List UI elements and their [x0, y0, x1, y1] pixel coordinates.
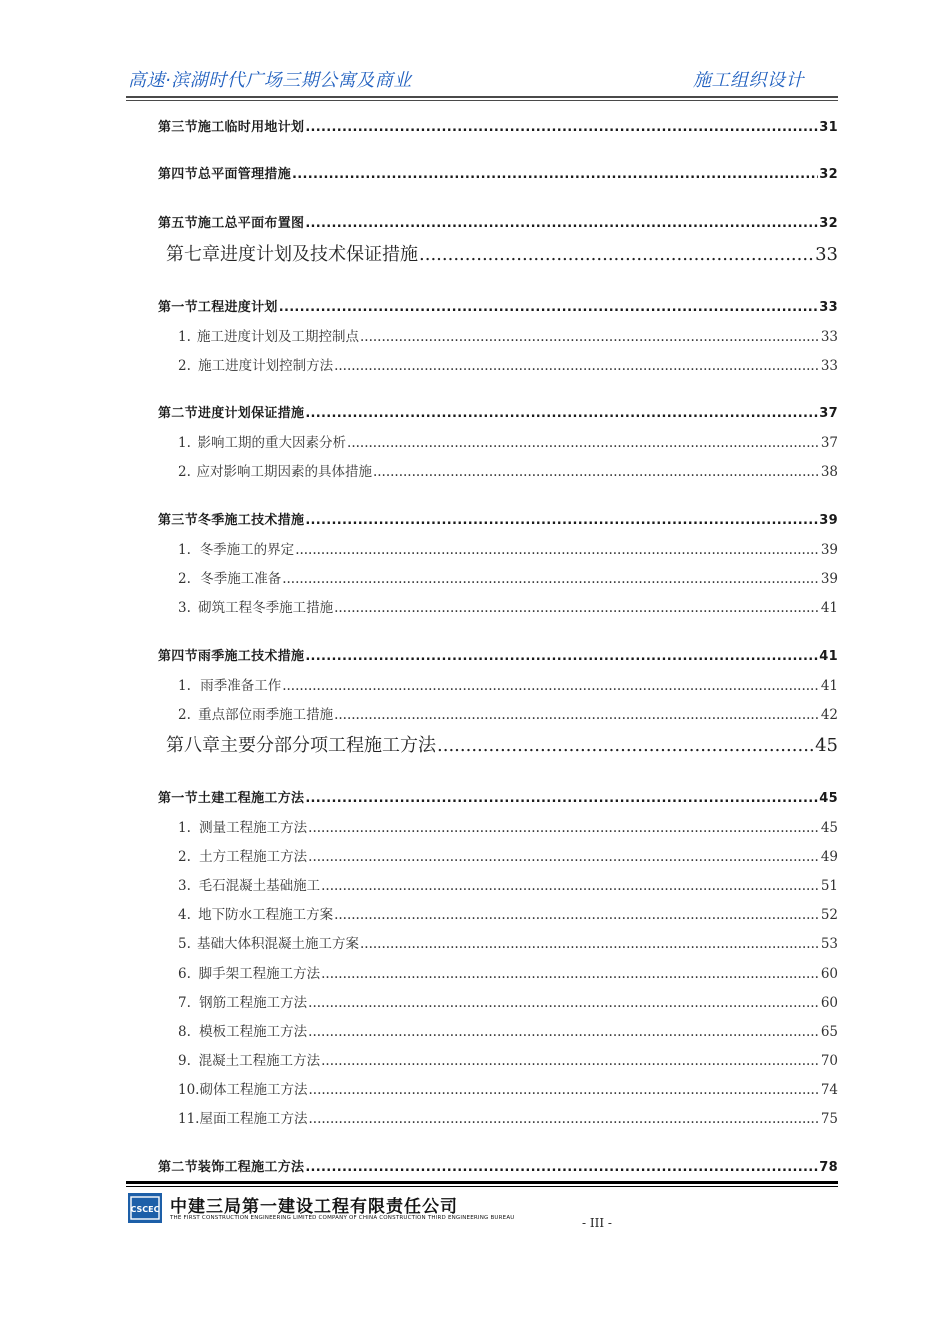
- company-name-cn: 中建三局第一建设工程有限责任公司: [170, 1197, 458, 1217]
- dot-leader: [282, 678, 820, 694]
- toc-entry-page: 41: [820, 678, 838, 694]
- toc-entry-number: 5.: [178, 936, 191, 952]
- toc-entry-number: 2.: [178, 849, 191, 865]
- toc-entry-title: 施工临时用地计划: [197, 120, 305, 135]
- toc-entry-title: 施工进度计划及工期控制点: [197, 329, 360, 345]
- toc-item-row[interactable]: [158, 674, 838, 694]
- toc-item-row[interactable]: [158, 703, 838, 723]
- toc-entry-page: 37: [819, 406, 838, 421]
- toc-entry-title: 雨季准备工作: [200, 678, 282, 694]
- toc-entry-title: 钢筋工程施工方法: [199, 995, 308, 1011]
- dot-leader: [437, 735, 814, 756]
- toc-entry-number: 第二节: [158, 1160, 198, 1175]
- toc-entry-page: 45: [819, 791, 838, 806]
- toc-section-row[interactable]: [158, 116, 838, 135]
- toc-item-row[interactable]: [158, 431, 838, 451]
- toc-entry-number: 3.: [178, 878, 191, 894]
- toc-entry-page: 51: [820, 878, 838, 894]
- toc-entry-number: 8.: [178, 1024, 191, 1040]
- toc-item-row[interactable]: [158, 538, 838, 558]
- toc-section-row[interactable]: [158, 163, 838, 182]
- page-header: [126, 66, 838, 94]
- dot-leader: [305, 1160, 818, 1175]
- toc-entry-number: 第五节: [158, 216, 198, 231]
- toc-entry-number: 第八章: [166, 735, 220, 756]
- dot-leader: [308, 1024, 820, 1040]
- logo-lettering: CSCEC: [130, 1205, 160, 1214]
- toc-entry-number: 第三节: [158, 120, 198, 135]
- toc-entry-number: 1.: [178, 678, 191, 694]
- toc-entry-title: 砌体工程施工方法: [199, 1082, 308, 1098]
- document-type: 施工组织设计: [693, 70, 804, 91]
- toc-entry-title: 土方工程施工方法: [199, 849, 308, 865]
- dot-leader: [308, 820, 820, 836]
- dot-leader: [308, 849, 820, 865]
- dot-leader: [308, 1082, 819, 1098]
- toc-entry-title: 毛石混凝土基础施工: [198, 878, 321, 894]
- toc-item-row[interactable]: [158, 460, 838, 480]
- page-number: - III -: [582, 1216, 612, 1230]
- dot-leader: [308, 1111, 819, 1127]
- toc-entry-number: 1.: [178, 820, 191, 836]
- toc-entry-page: 60: [820, 995, 838, 1011]
- toc-entry-title: 测量工程施工方法: [199, 820, 308, 836]
- toc-entry-page: 33: [820, 358, 838, 374]
- toc-entry-page: 32: [819, 167, 838, 182]
- toc-entry-number: 9.: [178, 1053, 191, 1069]
- toc-entry-number: 6.: [178, 966, 191, 982]
- dot-leader: [305, 120, 818, 135]
- toc-entry-page: 41: [819, 649, 838, 664]
- toc-entry-title: 工程进度计划: [197, 300, 278, 315]
- toc-entry-title: 进度计划保证措施: [197, 406, 305, 421]
- toc-entry-title: 进度计划及技术保证措施: [220, 244, 418, 265]
- toc-entry-number: 第一节: [158, 791, 198, 806]
- toc-entry-title: 施工进度计划控制方法: [198, 358, 334, 374]
- dot-leader: [334, 600, 820, 616]
- toc-entry-title: 冬季施工的界定: [199, 542, 295, 558]
- toc-entry-page: 38: [820, 464, 838, 480]
- toc-entry-title: 应对影响工期因素的具体措施: [196, 464, 372, 480]
- toc-chapter-row[interactable]: [158, 731, 838, 757]
- toc-entry-title: 总平面管理措施: [197, 167, 292, 182]
- toc-entry-number: 1.: [178, 329, 191, 345]
- project-title: 高速·滨湖时代广场三期公寓及商业: [128, 70, 412, 91]
- toc-entry-page: 32: [819, 216, 838, 231]
- toc-item-row[interactable]: [158, 874, 838, 894]
- toc-entry-number: 7.: [178, 995, 191, 1011]
- toc-entry-page: 33: [815, 244, 838, 265]
- dot-leader: [373, 464, 820, 480]
- toc-entry-title: 影响工期的重大因素分析: [197, 435, 347, 451]
- toc-section-row[interactable]: [158, 645, 838, 664]
- toc-entry-number: 2.: [178, 707, 191, 723]
- toc-item-row[interactable]: [158, 845, 838, 865]
- toc-entry-number: 第一节: [158, 300, 198, 315]
- dot-leader: [305, 791, 818, 806]
- toc-item-row[interactable]: [158, 1078, 838, 1098]
- toc-item-row[interactable]: [158, 1020, 838, 1040]
- toc-section-row[interactable]: [158, 296, 838, 315]
- toc-entry-number: 11.: [178, 1111, 200, 1127]
- toc-entry-number: 第四节: [158, 167, 198, 182]
- dot-leader: [347, 435, 820, 451]
- toc-entry-page: 52: [820, 907, 838, 923]
- dot-leader: [334, 907, 820, 923]
- toc-entry-number: 2.: [178, 358, 191, 374]
- company-logo: [128, 1193, 162, 1223]
- dot-leader: [305, 513, 818, 528]
- company-name-en: THE FIRST CONSTRUCTION ENGINEERING LIMITED COMPANY OF CHINA CONSTRUCTION THIRD ENGINEERING BUREAU: [170, 1215, 515, 1221]
- toc-entry-number: 第二节: [158, 406, 198, 421]
- header-rule: [126, 96, 838, 98]
- dot-leader: [334, 358, 820, 374]
- dot-leader: [360, 329, 820, 345]
- toc-entry-page: 39: [820, 571, 838, 587]
- toc-entry-page: 65: [820, 1024, 838, 1040]
- toc-entry-page: 78: [819, 1160, 838, 1175]
- toc-item-row[interactable]: [158, 567, 838, 587]
- toc-entry-title: 装饰工程施工方法: [197, 1160, 305, 1175]
- toc-item-row[interactable]: [158, 596, 838, 616]
- toc-chapter-row[interactable]: [158, 240, 838, 266]
- toc-entry-title: 土建工程施工方法: [197, 791, 305, 806]
- toc-section-row[interactable]: [158, 1156, 838, 1175]
- toc-entry-page: 45: [820, 820, 838, 836]
- toc-entry-title: 地下防水工程施工方案: [198, 907, 334, 923]
- toc-entry-number: 1.: [178, 435, 191, 451]
- toc-entry-number: 第七章: [166, 244, 220, 265]
- toc-entry-title: 屋面工程施工方法: [199, 1111, 308, 1127]
- dot-leader: [334, 707, 820, 723]
- toc-entry-page: 41: [820, 600, 838, 616]
- toc-entry-number: 第四节: [158, 649, 198, 664]
- toc-entry-number: 10.: [178, 1082, 200, 1098]
- footer-rule-thin: [126, 1186, 838, 1187]
- toc-entry-page: 53: [820, 936, 838, 952]
- toc-entry-page: 37: [820, 435, 838, 451]
- dot-leader: [279, 300, 819, 315]
- footer-rule: [126, 1181, 838, 1184]
- toc-entry-title: 冬季施工技术措施: [197, 513, 305, 528]
- toc-entry-page: 33: [820, 329, 838, 345]
- dot-leader: [321, 878, 820, 894]
- toc-section-row[interactable]: [158, 509, 838, 528]
- toc-entry-number: 第三节: [158, 513, 198, 528]
- header-rule-thin: [126, 100, 838, 101]
- toc-entry-title: 模板工程施工方法: [199, 1024, 308, 1040]
- toc-section-row[interactable]: [158, 402, 838, 421]
- toc-entry-page: 39: [820, 542, 838, 558]
- toc-entry-page: 49: [820, 849, 838, 865]
- toc-item-row[interactable]: [158, 816, 838, 836]
- dot-leader: [282, 571, 820, 587]
- toc-entry-number: 4.: [178, 907, 191, 923]
- dot-leader: [308, 995, 820, 1011]
- dot-leader: [321, 966, 820, 982]
- toc-entry-page: 39: [819, 513, 838, 528]
- toc-item-row[interactable]: [158, 903, 838, 923]
- dot-leader: [292, 167, 818, 182]
- toc-item-row[interactable]: [158, 991, 838, 1011]
- toc-entry-number: 2.: [178, 464, 191, 480]
- toc-entry-number: 1.: [178, 542, 191, 558]
- toc-entry-page: 31: [819, 120, 838, 135]
- toc-item-row[interactable]: [158, 325, 838, 345]
- dot-leader: [305, 406, 818, 421]
- toc-entry-title: 冬季施工准备: [200, 571, 282, 587]
- toc-item-row[interactable]: [158, 1049, 838, 1069]
- toc-entry-title: 砌筑工程冬季施工措施: [198, 600, 334, 616]
- toc-entry-page: 33: [819, 300, 838, 315]
- toc-section-row[interactable]: [158, 212, 838, 231]
- toc-entry-title: 主要分部分项工程施工方法: [220, 735, 436, 756]
- dot-leader: [321, 1053, 820, 1069]
- toc-item-row[interactable]: [158, 1107, 838, 1127]
- toc-entry-page: 45: [815, 735, 838, 756]
- toc-item-row[interactable]: [158, 932, 838, 952]
- toc-section-row[interactable]: [158, 787, 838, 806]
- toc-entry-title: 重点部位雨季施工措施: [198, 707, 334, 723]
- toc-entry-page: 42: [820, 707, 838, 723]
- toc-item-row[interactable]: [158, 962, 838, 982]
- toc-entry-title: 雨季施工技术措施: [197, 649, 305, 664]
- toc-entry-page: 74: [820, 1082, 838, 1098]
- dot-leader: [295, 542, 820, 558]
- dot-leader: [305, 216, 818, 231]
- dot-leader: [305, 649, 818, 664]
- dot-leader: [360, 936, 820, 952]
- toc-entry-page: 60: [820, 966, 838, 982]
- toc-entry-page: 75: [820, 1111, 838, 1127]
- toc-entry-number: 2.: [178, 571, 191, 587]
- toc-item-row[interactable]: [158, 354, 838, 374]
- dot-leader: [419, 244, 814, 265]
- toc-entry-number: 3.: [178, 600, 191, 616]
- toc-entry-title: 施工总平面布置图: [197, 216, 305, 231]
- toc-entry-page: 70: [820, 1053, 838, 1069]
- toc-entry-title: 脚手架工程施工方法: [198, 966, 321, 982]
- toc-entry-title: 混凝土工程施工方法: [198, 1053, 321, 1069]
- toc-entry-title: 基础大体积混凝土施工方案: [197, 936, 360, 952]
